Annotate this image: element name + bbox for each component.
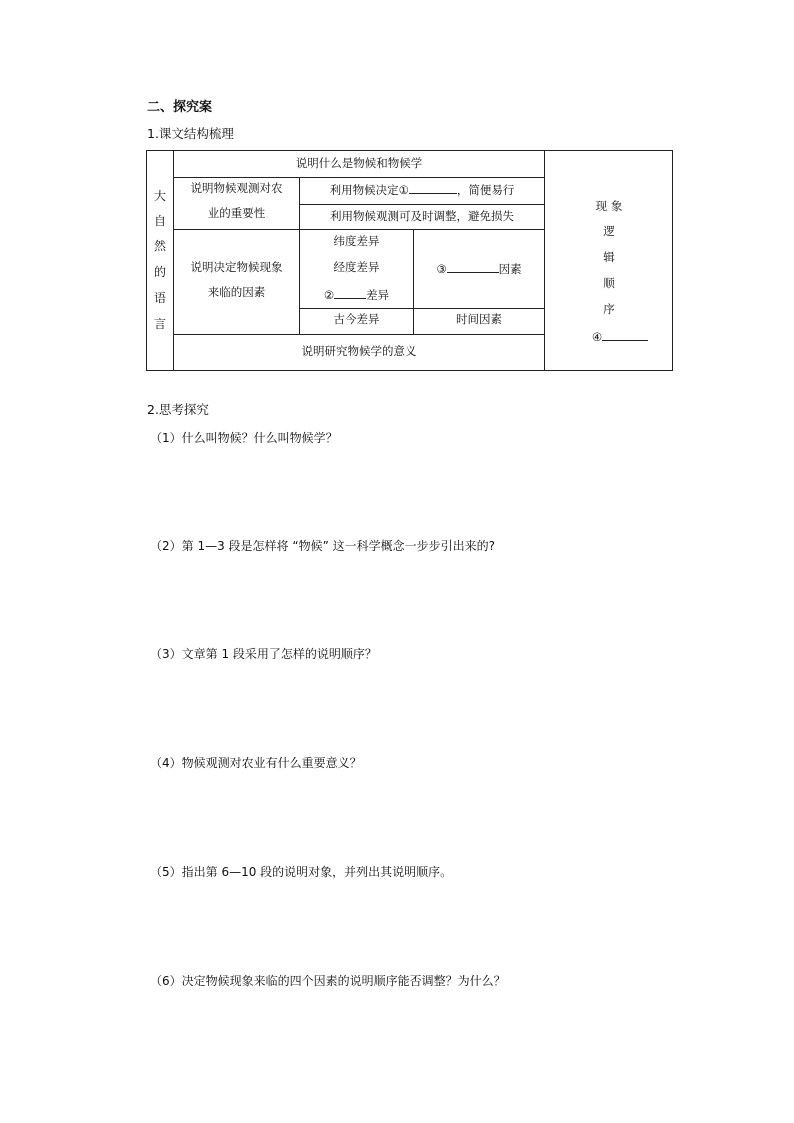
- question-6: （6）决定物候现象来临的四个因素的说明顺序能否调整？为什么？: [150, 974, 506, 988]
- factor-third-prefix: ③: [436, 262, 447, 276]
- factor-longitude: 经度差异: [333, 260, 380, 274]
- left-label-char: 大: [153, 189, 166, 203]
- agri-label-line1: 说明物候观测对农: [190, 181, 283, 195]
- factor-alt-suffix: 差异: [366, 288, 390, 302]
- factor-ancient: 古今差异: [333, 312, 380, 326]
- agri-item2: 利用物候观测可及时调整，避免损失: [330, 209, 514, 223]
- question-3: （3）文章第 1 段采用了怎样的说明顺序？: [150, 647, 377, 661]
- left-label-char: 言: [153, 317, 166, 331]
- answer-blank-2[interactable]: [334, 288, 366, 299]
- agri-item1-suffix: ，简便易行: [456, 183, 515, 197]
- right-line1: 现 象: [595, 199, 623, 213]
- table-divider: [299, 308, 544, 309]
- question-4: （4）物候观测对农业有什么重要意义？: [150, 756, 362, 770]
- right-char: 逻: [603, 224, 615, 238]
- factor-time: 时间因素: [456, 312, 502, 326]
- factor-alt-prefix: ②: [323, 288, 335, 302]
- part2-title: 2.思考探究: [147, 402, 209, 417]
- factor-third: [414, 262, 544, 276]
- right-blank-row: [567, 330, 673, 344]
- answer-blank-3[interactable]: [447, 262, 499, 273]
- table-top-row: 说明什么是物候和物候学: [295, 156, 423, 170]
- right-char: 顺: [603, 276, 615, 290]
- table-divider: [299, 204, 544, 205]
- left-label-char: 自: [153, 214, 166, 228]
- agri-item1: [300, 183, 544, 197]
- left-label-char: 语: [153, 291, 166, 305]
- table-divider: [173, 177, 544, 178]
- factors-label-line1: 说明决定物候现象: [190, 260, 283, 274]
- left-label-char: 的: [153, 265, 166, 279]
- table-divider: [173, 334, 544, 335]
- agri-label-line2: 业的重要性: [207, 206, 266, 220]
- table-divider: [299, 177, 300, 334]
- left-label-char: 然: [153, 239, 166, 253]
- part1-title: 1.课文结构梳理: [147, 126, 234, 141]
- structure-table: [146, 150, 673, 371]
- factors-label-line2: 来临的因素: [207, 285, 266, 299]
- right-blank-prefix: ④: [591, 330, 603, 344]
- table-divider: [173, 229, 544, 230]
- section-title: 二、探究案: [147, 100, 213, 115]
- right-char: 辑: [603, 250, 615, 264]
- question-5: （5）指出第 6—10 段的说明对象，并列出其说明顺序。: [150, 865, 453, 879]
- right-char: 序: [603, 302, 615, 316]
- answer-blank-4[interactable]: [602, 330, 648, 341]
- question-2: （2）第 1—3 段是怎样将 “物候” 这一科学概念一步步引出来的?: [150, 539, 495, 553]
- factor-altitude: [300, 288, 413, 302]
- answer-blank-1[interactable]: [409, 183, 457, 194]
- table-bottom-row: 说明研究物候学的意义: [301, 344, 417, 358]
- agri-item1-prefix: 利用物候决定①: [329, 183, 409, 197]
- question-1: （1）什么叫物候？什么叫物候学？: [150, 431, 338, 445]
- factor-third-suffix: 因素: [498, 262, 522, 276]
- factor-latitude: 纬度差异: [333, 234, 380, 248]
